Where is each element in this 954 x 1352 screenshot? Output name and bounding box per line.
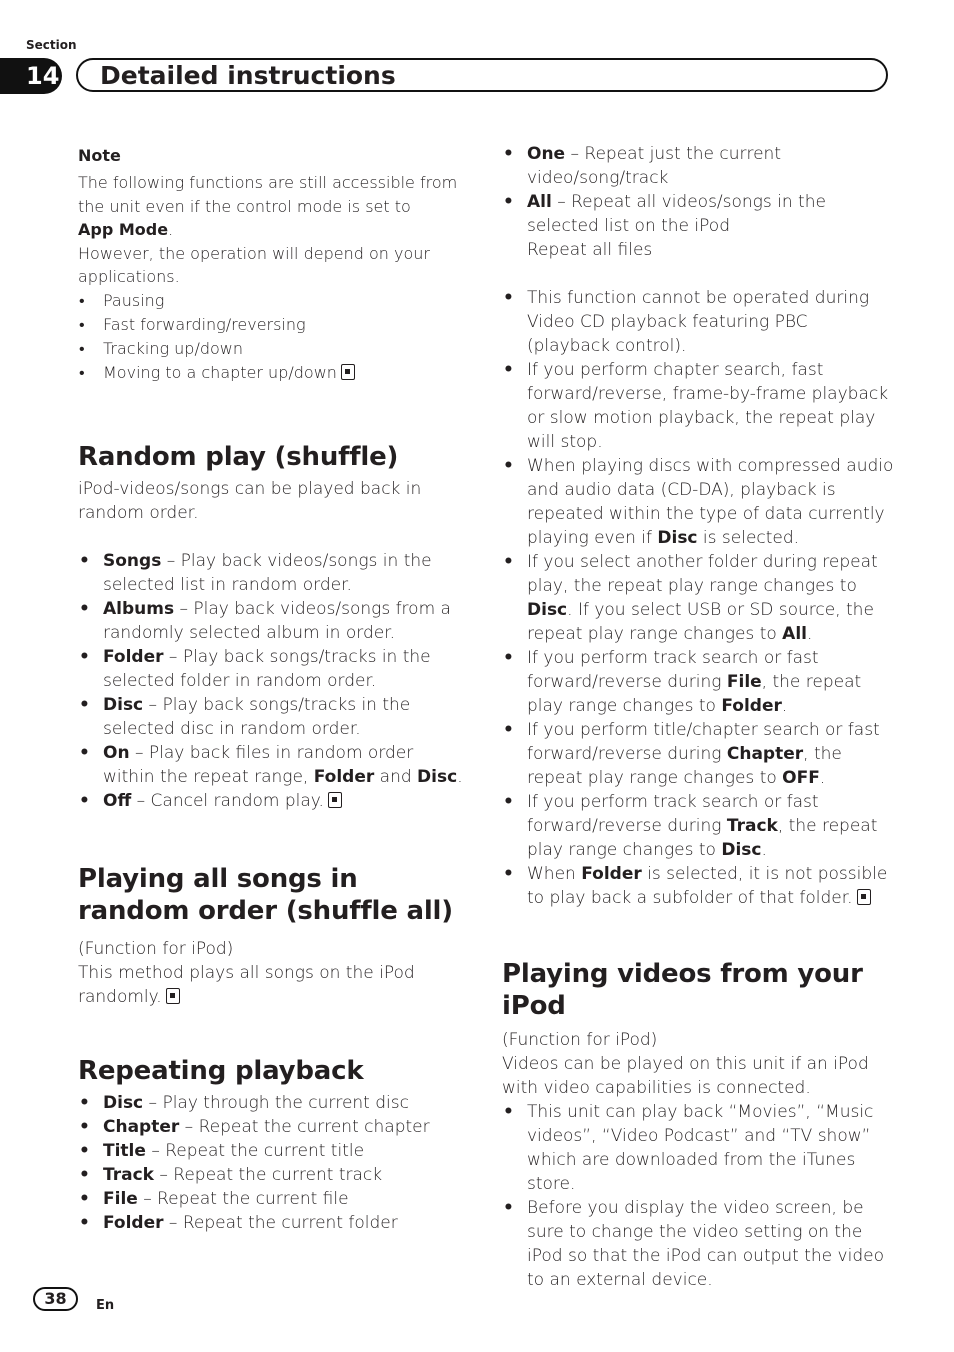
shuffle-all-line2 <box>78 961 418 1009</box>
page-number: 38 <box>33 1287 78 1311</box>
term: Disc <box>527 600 568 620</box>
term: Folder <box>581 864 642 884</box>
list-item <box>502 1196 894 1292</box>
term: Title <box>103 1140 146 1161</box>
note-item-text: Fast forwarding/reversing <box>103 314 306 334</box>
desc: – Repeat all videos/songs in the selected list on the iPod <box>527 192 826 236</box>
section-label: Section <box>26 38 77 52</box>
term: Albums <box>103 598 175 619</box>
random-list <box>78 549 466 813</box>
desc: – Repeat the current title <box>145 1140 365 1161</box>
list-item <box>502 142 887 190</box>
list-item <box>78 645 466 693</box>
list-item <box>78 549 466 597</box>
note-text: , the repeat play range changes to <box>527 672 862 716</box>
item-text: This unit can play back “Movies”, “Music videos”, “Video Podcast” and “TV show” which are downloaded from the iTunes store. <box>527 1102 874 1194</box>
section-number-tab: 14 <box>0 58 62 94</box>
term: One <box>527 144 566 164</box>
desc: – Play through the current disc <box>143 1092 409 1113</box>
note-text: If you perform chapter search, fast forward/reverse, frame-by-frame playback or slow motion playback, the repeat play will stop. <box>527 360 889 452</box>
note-text: When <box>527 864 582 884</box>
desc: – Play back videos/songs from a randomly selected album in order. <box>103 598 451 643</box>
list-item <box>78 741 466 789</box>
list-item <box>78 361 466 385</box>
repeat-title: Repeating playback <box>78 1055 364 1086</box>
list-item <box>78 789 466 813</box>
list-item <box>502 646 894 718</box>
note-block <box>78 144 466 385</box>
random-title: Random play (shuffle) <box>78 441 399 472</box>
list-item <box>78 1163 466 1187</box>
repeat-list <box>78 1091 466 1235</box>
note-text: If you select another folder during repeat play, the repeat play range changes to <box>527 552 878 596</box>
end-mark-icon <box>328 792 342 808</box>
shuffle-all-text: This method plays all songs on the iPod randomly. <box>78 962 415 1007</box>
term: File <box>103 1188 138 1209</box>
desc: – Repeat just the current video/song/track <box>527 144 781 188</box>
videos-list <box>502 1100 894 1292</box>
note-text: This function cannot be operated during Video CD playback featuring PBC (playback control). <box>527 288 870 356</box>
app-mode-term: App Mode <box>78 220 169 239</box>
videos-line2: Videos can be played on this unit if an iPod with video capabilities is connected. <box>502 1054 869 1098</box>
note-text: is selected. <box>697 528 800 548</box>
desc: and <box>374 766 418 787</box>
note-text <box>78 171 458 289</box>
desc: – Play back songs/tracks in the selected folder in random order. <box>103 646 431 691</box>
term: Disc <box>657 528 698 548</box>
videos-title: Playing videos from your iPod <box>502 959 863 1021</box>
term: File <box>726 672 762 692</box>
list-item <box>502 862 894 910</box>
list-item <box>502 454 894 550</box>
end-mark-icon <box>857 889 871 905</box>
term: Folder <box>313 766 375 787</box>
note-text: . If you select USB or SD source, the repeat play range changes to <box>527 600 874 644</box>
desc-extra: Repeat all files <box>527 240 653 260</box>
random-intro: iPod-videos/songs can be played back in random order. <box>78 478 422 523</box>
term: OFF <box>782 768 820 788</box>
list-item <box>78 1139 466 1163</box>
term: Track <box>103 1164 154 1185</box>
term: Chapter <box>726 744 804 764</box>
repeat-list-continued <box>502 142 894 262</box>
note-item-text: Pausing <box>103 290 165 310</box>
note-text: . <box>781 696 788 716</box>
list-item <box>78 1187 466 1211</box>
term: Folder <box>103 1212 164 1233</box>
term: Disc <box>103 694 144 715</box>
list-item <box>502 550 894 646</box>
term: Disc <box>103 1092 144 1113</box>
desc: – Repeat the current chapter <box>179 1116 430 1137</box>
term: On <box>103 742 130 763</box>
list-item <box>78 337 466 361</box>
term: Chapter <box>103 1116 180 1137</box>
desc: – Cancel random play. <box>131 790 324 811</box>
header-title: Detailed instructions <box>100 61 396 90</box>
header-bar <box>76 58 888 92</box>
term: Folder <box>103 646 164 667</box>
list-item <box>502 718 894 790</box>
term: All <box>527 192 552 212</box>
note-text: , the repeat play range changes to <box>527 816 878 860</box>
list-item <box>502 1100 894 1196</box>
list-item <box>78 1091 466 1115</box>
note-text: . <box>761 840 767 860</box>
desc: . <box>457 766 463 787</box>
term: Folder <box>721 696 782 716</box>
term: Track <box>726 816 778 836</box>
repeat-notes <box>502 286 894 910</box>
note-text: If you perform title/chapter search or fast forward/reverse during <box>527 720 880 764</box>
list-item <box>502 790 894 862</box>
desc: – Repeat the current folder <box>163 1212 398 1233</box>
right-column <box>502 142 894 1292</box>
shuffle-all-title: Playing all songs in random order (shuffle all) <box>78 863 453 926</box>
desc: – Play back videos/songs in the selected list in random order. <box>103 550 432 595</box>
note-text: , the repeat play range changes to <box>527 744 842 788</box>
note-text: . <box>806 624 813 644</box>
list-item <box>502 358 894 454</box>
language-label: En <box>96 1298 115 1313</box>
note-item-text: Moving to a chapter up/down <box>103 362 337 382</box>
desc: – Play back songs/tracks in the selected disc in random order. <box>103 694 411 739</box>
left-column <box>78 140 466 1235</box>
note-text: If you perform track search or fast forward/reverse during <box>527 648 819 692</box>
note-text-1: The following functions are still accessible from the unit even if the control mode is set to <box>78 173 458 216</box>
list-item <box>78 1211 466 1235</box>
app-mode-tail: . <box>168 220 174 239</box>
note-list <box>78 289 466 385</box>
note-text: . <box>819 768 826 788</box>
note-heading: Note <box>78 146 121 165</box>
note-text-2: However, the operation will depend on your applications. <box>78 243 430 286</box>
desc: – Repeat the current track <box>153 1164 383 1185</box>
list-item <box>78 693 466 741</box>
desc: – Repeat the current file <box>137 1188 349 1209</box>
list-item <box>502 286 894 358</box>
list-item <box>78 1115 466 1139</box>
note-text: When playing discs with compressed audio and audio data (CD-DA), playback is repeated within the type of data currently playing even if <box>527 456 894 548</box>
list-item <box>78 289 466 313</box>
shuffle-all-line1: (Function for iPod) <box>78 938 234 959</box>
end-mark-icon <box>166 988 180 1004</box>
term: Songs <box>103 550 162 571</box>
videos-line1: (Function for iPod) <box>502 1030 658 1050</box>
note-item-text: Tracking up/down <box>103 338 243 358</box>
desc: – Play back files in random order within the repeat range, <box>103 742 414 787</box>
list-item <box>502 190 877 262</box>
term: Disc <box>721 840 762 860</box>
end-mark-icon <box>341 364 355 380</box>
note-text: If you perform track search or fast forward/reverse during <box>527 792 819 836</box>
term: All <box>782 624 807 644</box>
list-item <box>78 597 466 645</box>
note-text: is selected, it is not possible to play back a subfolder of that folder. <box>527 864 888 908</box>
term: Off <box>103 790 132 811</box>
list-item <box>78 313 466 337</box>
item-text: Before you display the video screen, be sure to change the video setting on the iPod so that the iPod can output the video to an external device. <box>527 1198 884 1290</box>
term: Disc <box>417 766 458 787</box>
